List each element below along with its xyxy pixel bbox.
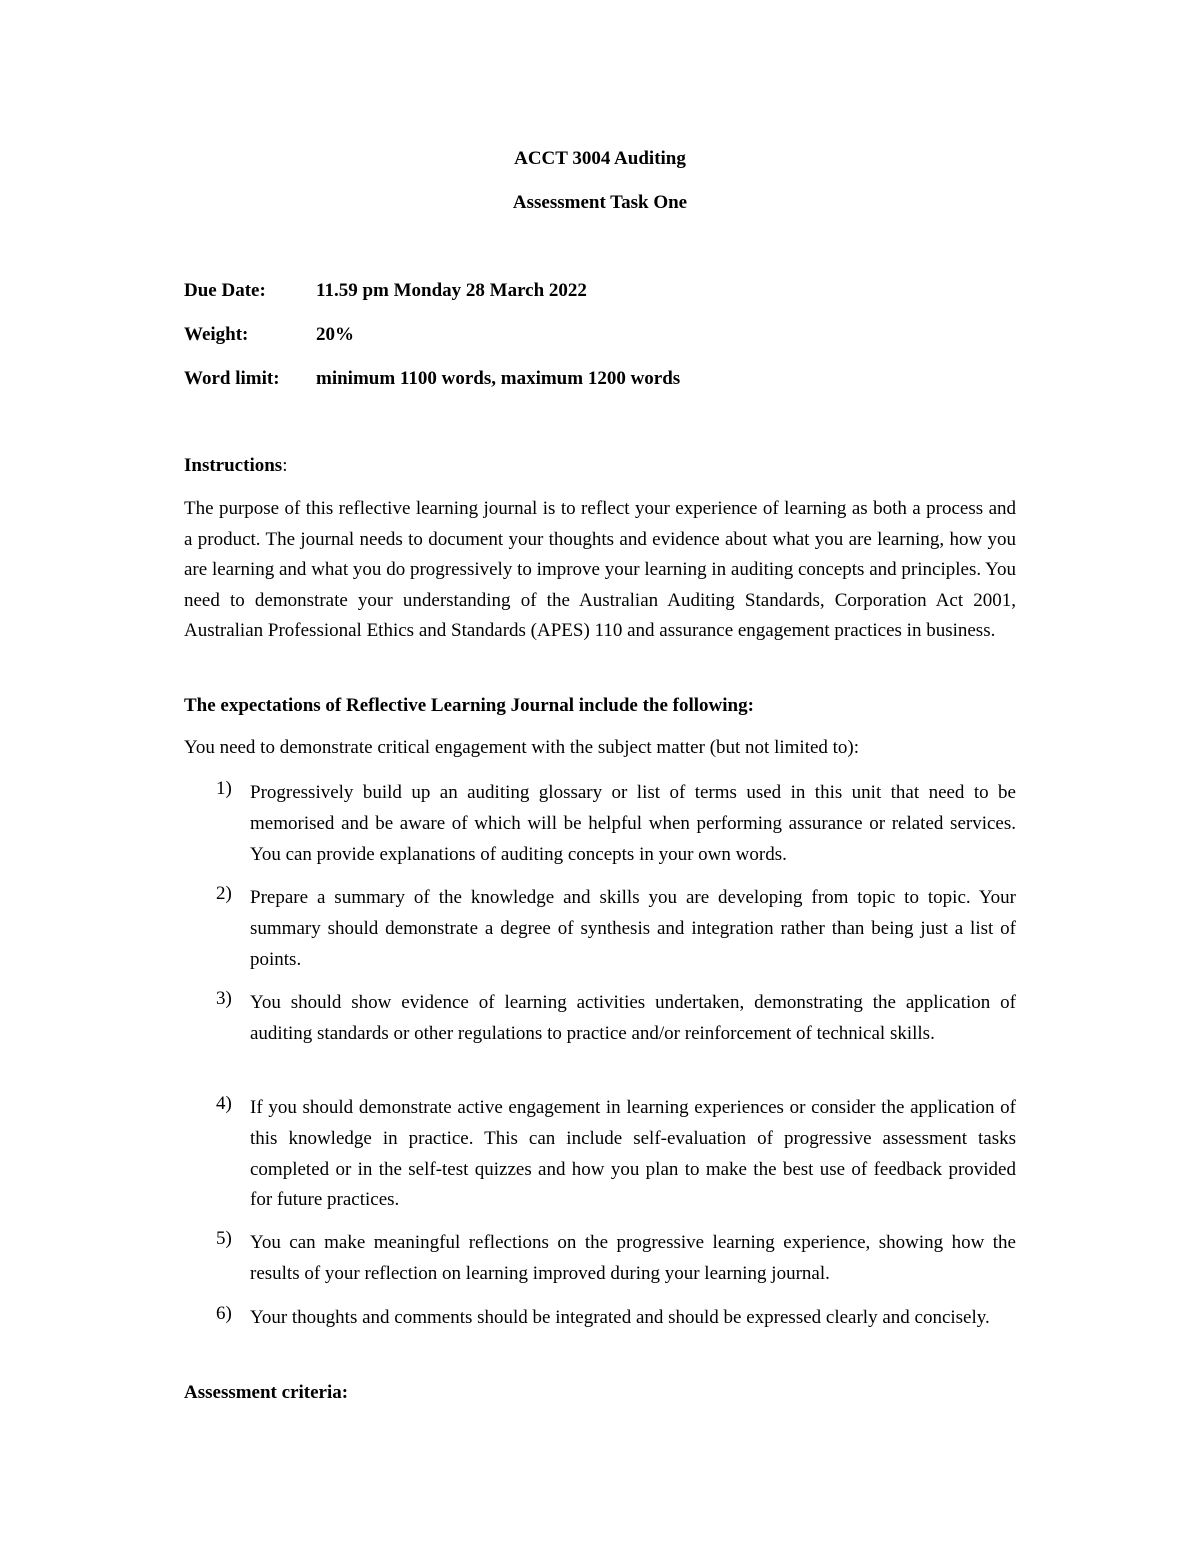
list-item-number: 4) [216, 1093, 232, 1114]
expectations-heading: The expectations of Reflective Learning Journal include the following: [184, 695, 754, 716]
list-item [184, 1303, 1016, 1334]
due-date-label: Due Date: [184, 280, 266, 301]
instructions-heading-text: Instructions [184, 455, 283, 476]
weight-label: Weight: [184, 324, 249, 345]
list-item [184, 778, 1016, 870]
list-item [184, 1228, 1016, 1290]
weight-row [184, 324, 354, 346]
list-item [184, 1093, 1016, 1216]
list-item-number: 1) [216, 778, 232, 799]
list-item-text: If you should demonstrate active engagement in learning experiences or consider the application of this knowledge in practice. This can include self-evaluation of progressive assessment tasks completed or in the self-test quizzes and how you plan to make the best use of feedback provided for future practices. [250, 1097, 1016, 1211]
instructions-heading [184, 455, 287, 477]
list-item-text: You can make meaningful reflections on the progressive learning experience, showing how the results of your reflection on learning improved during your learning journal. [250, 1232, 1016, 1284]
instructions-heading-colon: : [282, 455, 288, 476]
due-date-row [184, 280, 587, 302]
list-item-number: 2) [216, 883, 232, 904]
list-item [184, 988, 1016, 1050]
instructions-body: The purpose of this reflective learning journal is to reflect your experience of learning as both a process and a product. The journal needs to document your thoughts and evidence about what you are learning, how you are learning and what you do progressively to improve your learning in auditing concepts and principles. You need to demonstrate your understanding of the Australian Auditing Standards, Corporation Act 2001, Australian Professional Ethics and Standards (APES) 110 and assurance engagement practices in business. [184, 498, 1016, 642]
task-title: Assessment Task One [512, 192, 688, 213]
word-limit-label: Word limit: [184, 368, 280, 389]
word-limit-row [184, 368, 680, 390]
word-limit-value: minimum 1100 words, maximum 1200 words [316, 368, 681, 389]
list-item-text: You should show evidence of learning activities undertaken, demonstrating the application of auditing standards or other regulations to practice and/or reinforcement of technical skills. [250, 992, 1016, 1044]
list-item-text: Your thoughts and comments should be integrated and should be expressed clearly and concisely. [250, 1307, 990, 1328]
weight-value: 20% [316, 324, 354, 345]
due-date-value: 11.59 pm Monday 28 March 2022 [316, 280, 587, 301]
list-item [184, 883, 1016, 975]
list-item-number: 5) [216, 1228, 232, 1249]
list-item-text: Prepare a summary of the knowledge and skills you are developing from topic to topic. Your summary should demonstrate a degree of synthesis and integration rather than being just a list of points. [250, 887, 1016, 970]
criteria-heading: Assessment criteria: [184, 1382, 349, 1403]
list-item-number: 6) [216, 1303, 232, 1324]
expectations-intro: You need to demonstrate critical engagement with the subject matter (but not limited to): [184, 737, 860, 758]
list-item-text: Progressively build up an auditing glossary or list of terms used in this unit that need to be memorised and be aware of which will be helpful when performing assurance or related services. You can provide explanations of auditing concepts in your own words. [250, 782, 1016, 865]
course-title: ACCT 3004 Auditing [514, 148, 686, 169]
list-item-number: 3) [216, 988, 232, 1009]
